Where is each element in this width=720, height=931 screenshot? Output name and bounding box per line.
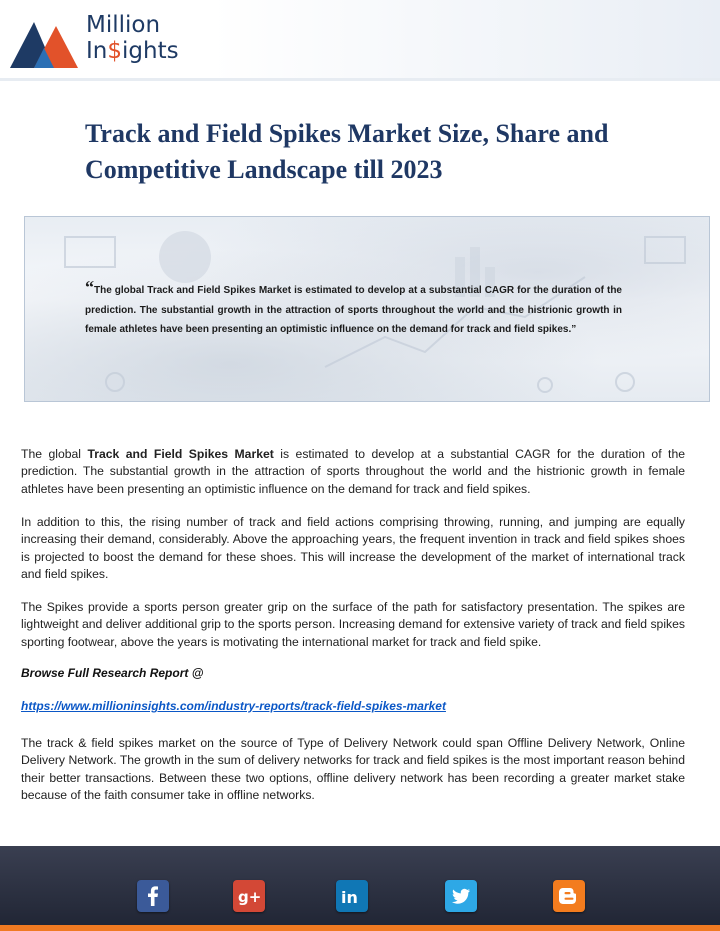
browse-report-label: Browse Full Research Report @ (21, 666, 204, 680)
twitter-icon (445, 880, 477, 912)
linkedin-button[interactable] (336, 880, 368, 912)
quote-body: The global Track and Field Spikes Market is estimated to develop at a substantial CAGR for the duration of the prediction. The substantial growth in the attraction of sports throughout the world and the histrionic growth in female athletes have been presenting an optimistic influence on the demand for track and field spikes.” (85, 285, 622, 335)
header-divider (0, 78, 720, 81)
blogger-button[interactable] (553, 880, 585, 912)
quote-text (85, 277, 622, 340)
twitter-button[interactable] (445, 880, 477, 912)
svg-text:g+: g+ (238, 888, 262, 906)
linkedin-icon (336, 880, 368, 912)
paragraph-demand: In addition to this, the rising number of track and field actions comprising throwing, running, and jumping are equally increasing their demand, considerably. Above the approaching years, the frequent invention in track and field spikes shoes is projected to boost the demand for these shoes. This will increase the development of the market of international track and field spikes. (21, 515, 685, 582)
paragraph-intro-rest: is estimated to develop at a substantial CAGR for the duration of the prediction. The substantial growth in the attraction of sports throughout the world and the histrionic growth in female athletes have been presenting an optimistic influence on the demand for track and field spikes. (21, 447, 685, 496)
open-quote-mark: “ (85, 277, 94, 297)
footer-accent-line (0, 925, 720, 931)
logo-text-suffix: ights (122, 38, 179, 64)
logo-mountain-icon (10, 16, 78, 68)
facebook-icon (137, 880, 169, 912)
report-link[interactable]: https://www.millioninsights.com/industry-reports/track-field-spikes-market (21, 699, 446, 713)
paragraph-intro (21, 446, 685, 498)
logo-text-line2 (86, 38, 179, 64)
google-plus-button[interactable] (233, 880, 265, 912)
paragraph-intro-start: The global (21, 447, 88, 461)
market-name-bold: Track and Field Spikes Market (87, 447, 274, 461)
quote-banner (24, 216, 710, 402)
page-title: Track and Field Spikes Market Size, Share and Competitive Landscape till 2023 (85, 119, 609, 184)
blogger-icon (553, 880, 585, 912)
facebook-button[interactable] (137, 880, 169, 912)
logo-text-line1: Million (86, 12, 161, 38)
logo-dollar-sign: $ (107, 38, 123, 64)
svg-text:in: in (341, 888, 358, 907)
paragraph-spikes: The Spikes provide a sports person greater grip on the surface of the path for satisfactory presentation. The spikes are lightweight and deliver additional grip to the sports person. Increasing demand for extensive variety of track and field spikes sporting footwear, above the years is motivating the international market for track and field spike. (21, 600, 685, 649)
google-plus-icon (233, 880, 265, 912)
logo-text-prefix: In (86, 38, 108, 64)
header-accent (212, 0, 720, 78)
million-insights-logo[interactable] (10, 12, 210, 70)
paragraph-delivery: The track & field spikes market on the source of Type of Delivery Network could span Offline Delivery Network, Online Delivery Network. The growth in the sum of delivery networks for track and field spikes is the most important reason behind their better transactions. Between these two options, offline delivery network has been recording a greater market stake because of the faith consumer take in offline networks. (21, 736, 685, 803)
logo-wordmark (86, 12, 179, 64)
